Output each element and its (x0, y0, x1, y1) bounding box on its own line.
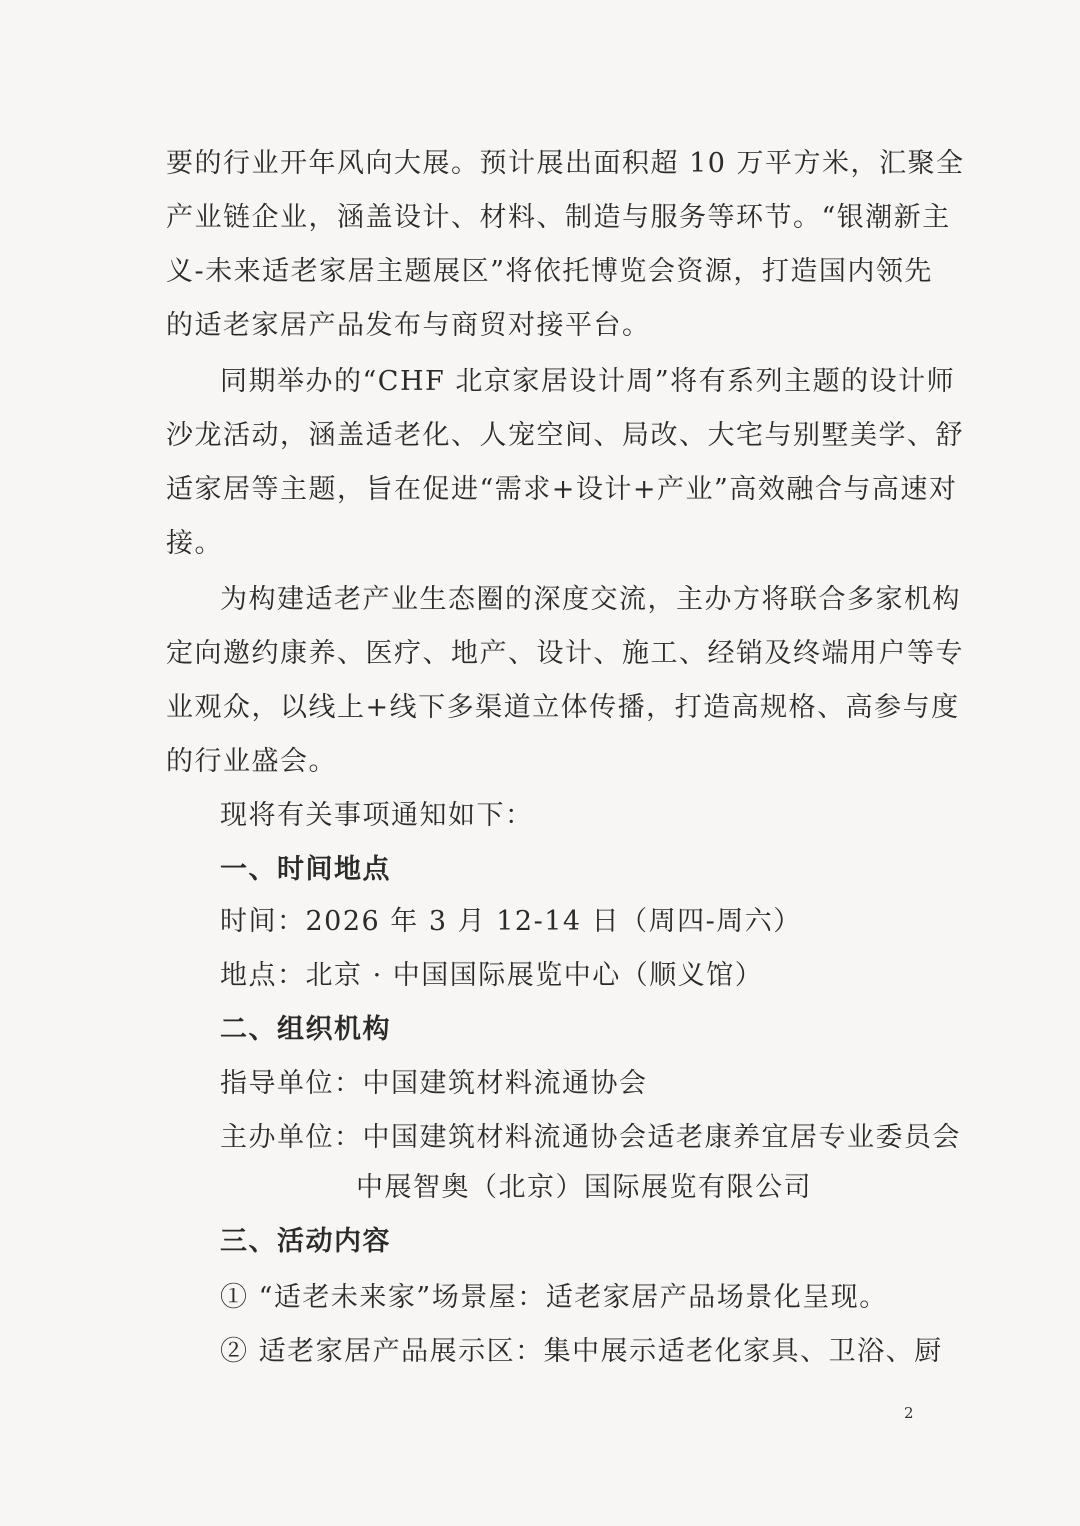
organizer-unit-second: 中展智奥（北京）国际展览有限公司 (356, 1172, 812, 1203)
section-heading: 一、时间地点 (220, 854, 391, 885)
body-line: 同期举办的“CHF 北京家居设计周”将有系列主题的设计师 (220, 366, 956, 397)
activity-item: ① “适老未来家”场景屋：适老家居产品场景化呈现。 (220, 1282, 888, 1313)
body-line: 接。 (166, 528, 223, 559)
body-line: 现将有关事项通知如下： (220, 800, 534, 831)
body-line: 沙龙活动，涵盖适老化、人宠空间、局改、大宅与别墅美学、舒 (166, 420, 964, 451)
body-line: 的行业盛会。 (166, 746, 337, 777)
body-line: 要的行业开年风向大展。预计展出面积超 10 万平方米，汇聚全 (166, 148, 965, 179)
page-number: 2 (904, 1404, 914, 1422)
body-line: 为构建适老产业生态圈的深度交流，主办方将联合多家机构 (220, 584, 961, 615)
event-location: 地点：北京 · 中国国际展览中心（顺义馆） (220, 960, 764, 991)
body-line: 义-未来适老家居主题展区”将依托博览会资源，打造国内领先 (166, 256, 933, 287)
guiding-unit: 指导单位：中国建筑材料流通协会 (220, 1068, 648, 1099)
body-line: 的适老家居产品发布与商贸对接平台。 (166, 310, 651, 341)
activity-item: ② 适老家居产品展示区：集中展示适老化家具、卫浴、厨 (220, 1336, 943, 1367)
organizer-unit: 主办单位：中国建筑材料流通协会适老康养宜居专业委员会 (220, 1122, 961, 1153)
section-heading: 二、组织机构 (220, 1014, 391, 1045)
event-time: 时间：2026 年 3 月 12-14 日（周四-周六） (220, 906, 802, 937)
body-line: 业观众，以线上+线下多渠道立体传播，打造高规格、高参与度 (166, 692, 960, 723)
body-line: 定向邀约康养、医疗、地产、设计、施工、经销及终端用户等专 (166, 638, 964, 669)
body-line: 产业链企业，涵盖设计、材料、制造与服务等环节。“银潮新主 (166, 202, 951, 233)
section-heading: 三、活动内容 (220, 1226, 391, 1257)
body-line: 适家居等主题，旨在促进“需求+设计+产业”高效融合与高速对 (166, 474, 958, 505)
